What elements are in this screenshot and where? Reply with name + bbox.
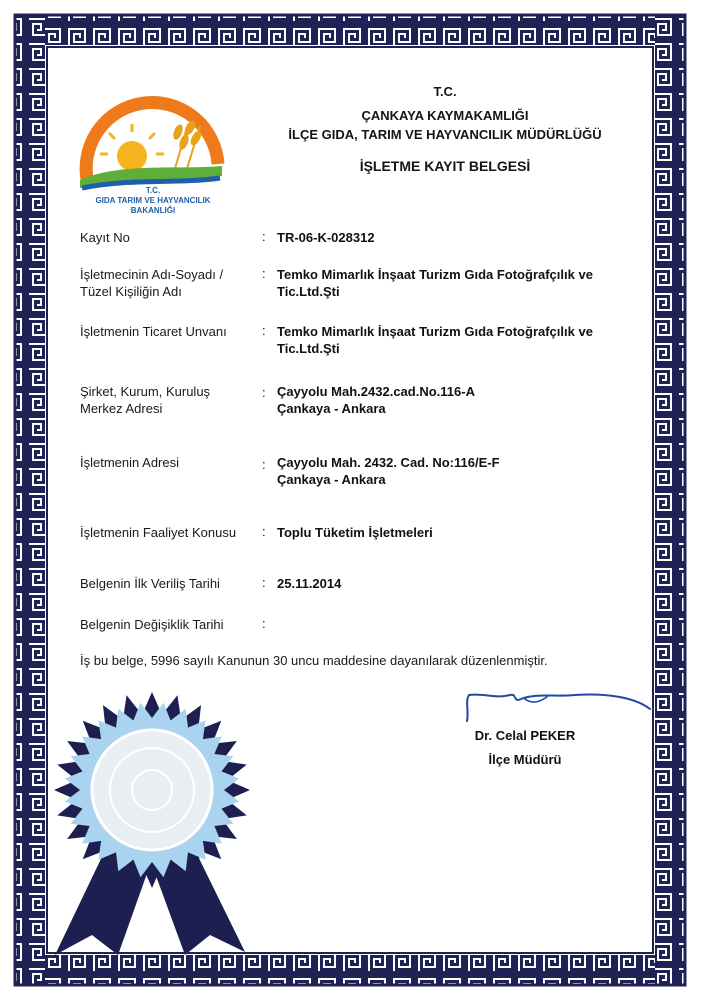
logo-line-bakanlik: BAKANLIĞI [130, 206, 176, 215]
field-value-line: Çayyolu Mah. 2432. Cad. No:116/E-F [277, 455, 500, 470]
field-value [277, 524, 637, 541]
field-label [80, 383, 270, 417]
field-value-line: Tic.Ltd.Şti [277, 284, 340, 299]
header-mudurluk: İLÇE GIDA, TARIM VE HAYVANCILIK MÜDÜRLÜĞÜ [288, 127, 602, 142]
field-value-line: Çankaya - Ankara [277, 401, 386, 416]
wheat-icon [172, 119, 204, 172]
field-label-line: Kayıt No [80, 230, 130, 245]
field-colon: : [262, 524, 266, 539]
field-value-line: 25.11.2014 [277, 576, 342, 591]
field-value-line: Çankaya - Ankara [277, 472, 386, 487]
field-value-line: TR-06-K-028312 [277, 230, 375, 245]
field-label-line: İşletmenin Ticaret Unvanı [80, 324, 227, 339]
document-title: İŞLETME KAYIT BELGESİ [359, 158, 531, 174]
field-colon: : [262, 457, 266, 472]
field-label-line: İşletmecinin Adı-Soyadı / [80, 267, 224, 282]
field-value-line: Temko Mimarlık İnşaat Turizm Gıda Fotoğrafçılık ve [277, 324, 593, 339]
official-seal [40, 690, 270, 960]
field-colon: : [262, 616, 266, 631]
field-label-line: Tüzel Kişiliğin Adı [80, 284, 182, 299]
field-label-line: Şirket, Kurum, Kuruluş [80, 384, 211, 399]
logo-line-ministry: GIDA TARIM VE HAYVANCILIK [95, 196, 211, 205]
sun-icon [100, 124, 164, 171]
header-tc: T.C. [433, 84, 457, 99]
field-value-line: Çayyolu Mah.2432.cad.No.116-A [277, 384, 475, 399]
field-value-line: Toplu Tüketim İşletmeleri [277, 525, 433, 540]
field-value-line: Tic.Ltd.Şti [277, 341, 340, 356]
field-label-line: İşletmenin Faaliyet Konusu [80, 525, 237, 540]
field-label [80, 616, 270, 633]
field-value [277, 266, 637, 300]
field-label-line: İşletmenin Adresi [80, 455, 179, 470]
field-colon: : [262, 266, 266, 281]
field-label [80, 229, 270, 246]
field-label [80, 323, 270, 340]
field-value [277, 383, 637, 417]
field-colon: : [262, 323, 266, 338]
logo-caption [78, 186, 228, 216]
field-label [80, 524, 270, 541]
field-value [277, 229, 637, 246]
field-label-line: Merkez Adresi [80, 401, 163, 416]
field-colon: : [262, 385, 266, 400]
field-label-line: Belgenin Değişiklik Tarihi [80, 617, 224, 632]
legal-statement: İş bu belge, 5996 sayılı Kanunun 30 uncu maddesine dayanılarak düzenlenmiştir. [80, 653, 548, 668]
field-value [277, 575, 637, 592]
field-label [80, 266, 270, 300]
field-label [80, 575, 270, 592]
field-value [277, 454, 637, 488]
field-label-line: Belgenin İlk Veriliş Tarihi [80, 576, 220, 591]
field-colon: : [262, 575, 266, 590]
handwritten-signature [455, 683, 655, 733]
field-colon: : [262, 229, 266, 244]
logo-line-tc: T.C. [145, 186, 161, 195]
header-kaymakamlik: ÇANKAYA KAYMAKAMLIĞI [361, 108, 529, 123]
field-value [277, 323, 637, 357]
field-label [80, 454, 270, 471]
signatory-name: Dr. Celal PEKER [474, 728, 576, 743]
signatory-title: İlçe Müdürü [488, 752, 562, 767]
field-value-line: Temko Mimarlık İnşaat Turizm Gıda Fotoğrafçılık ve [277, 267, 593, 282]
